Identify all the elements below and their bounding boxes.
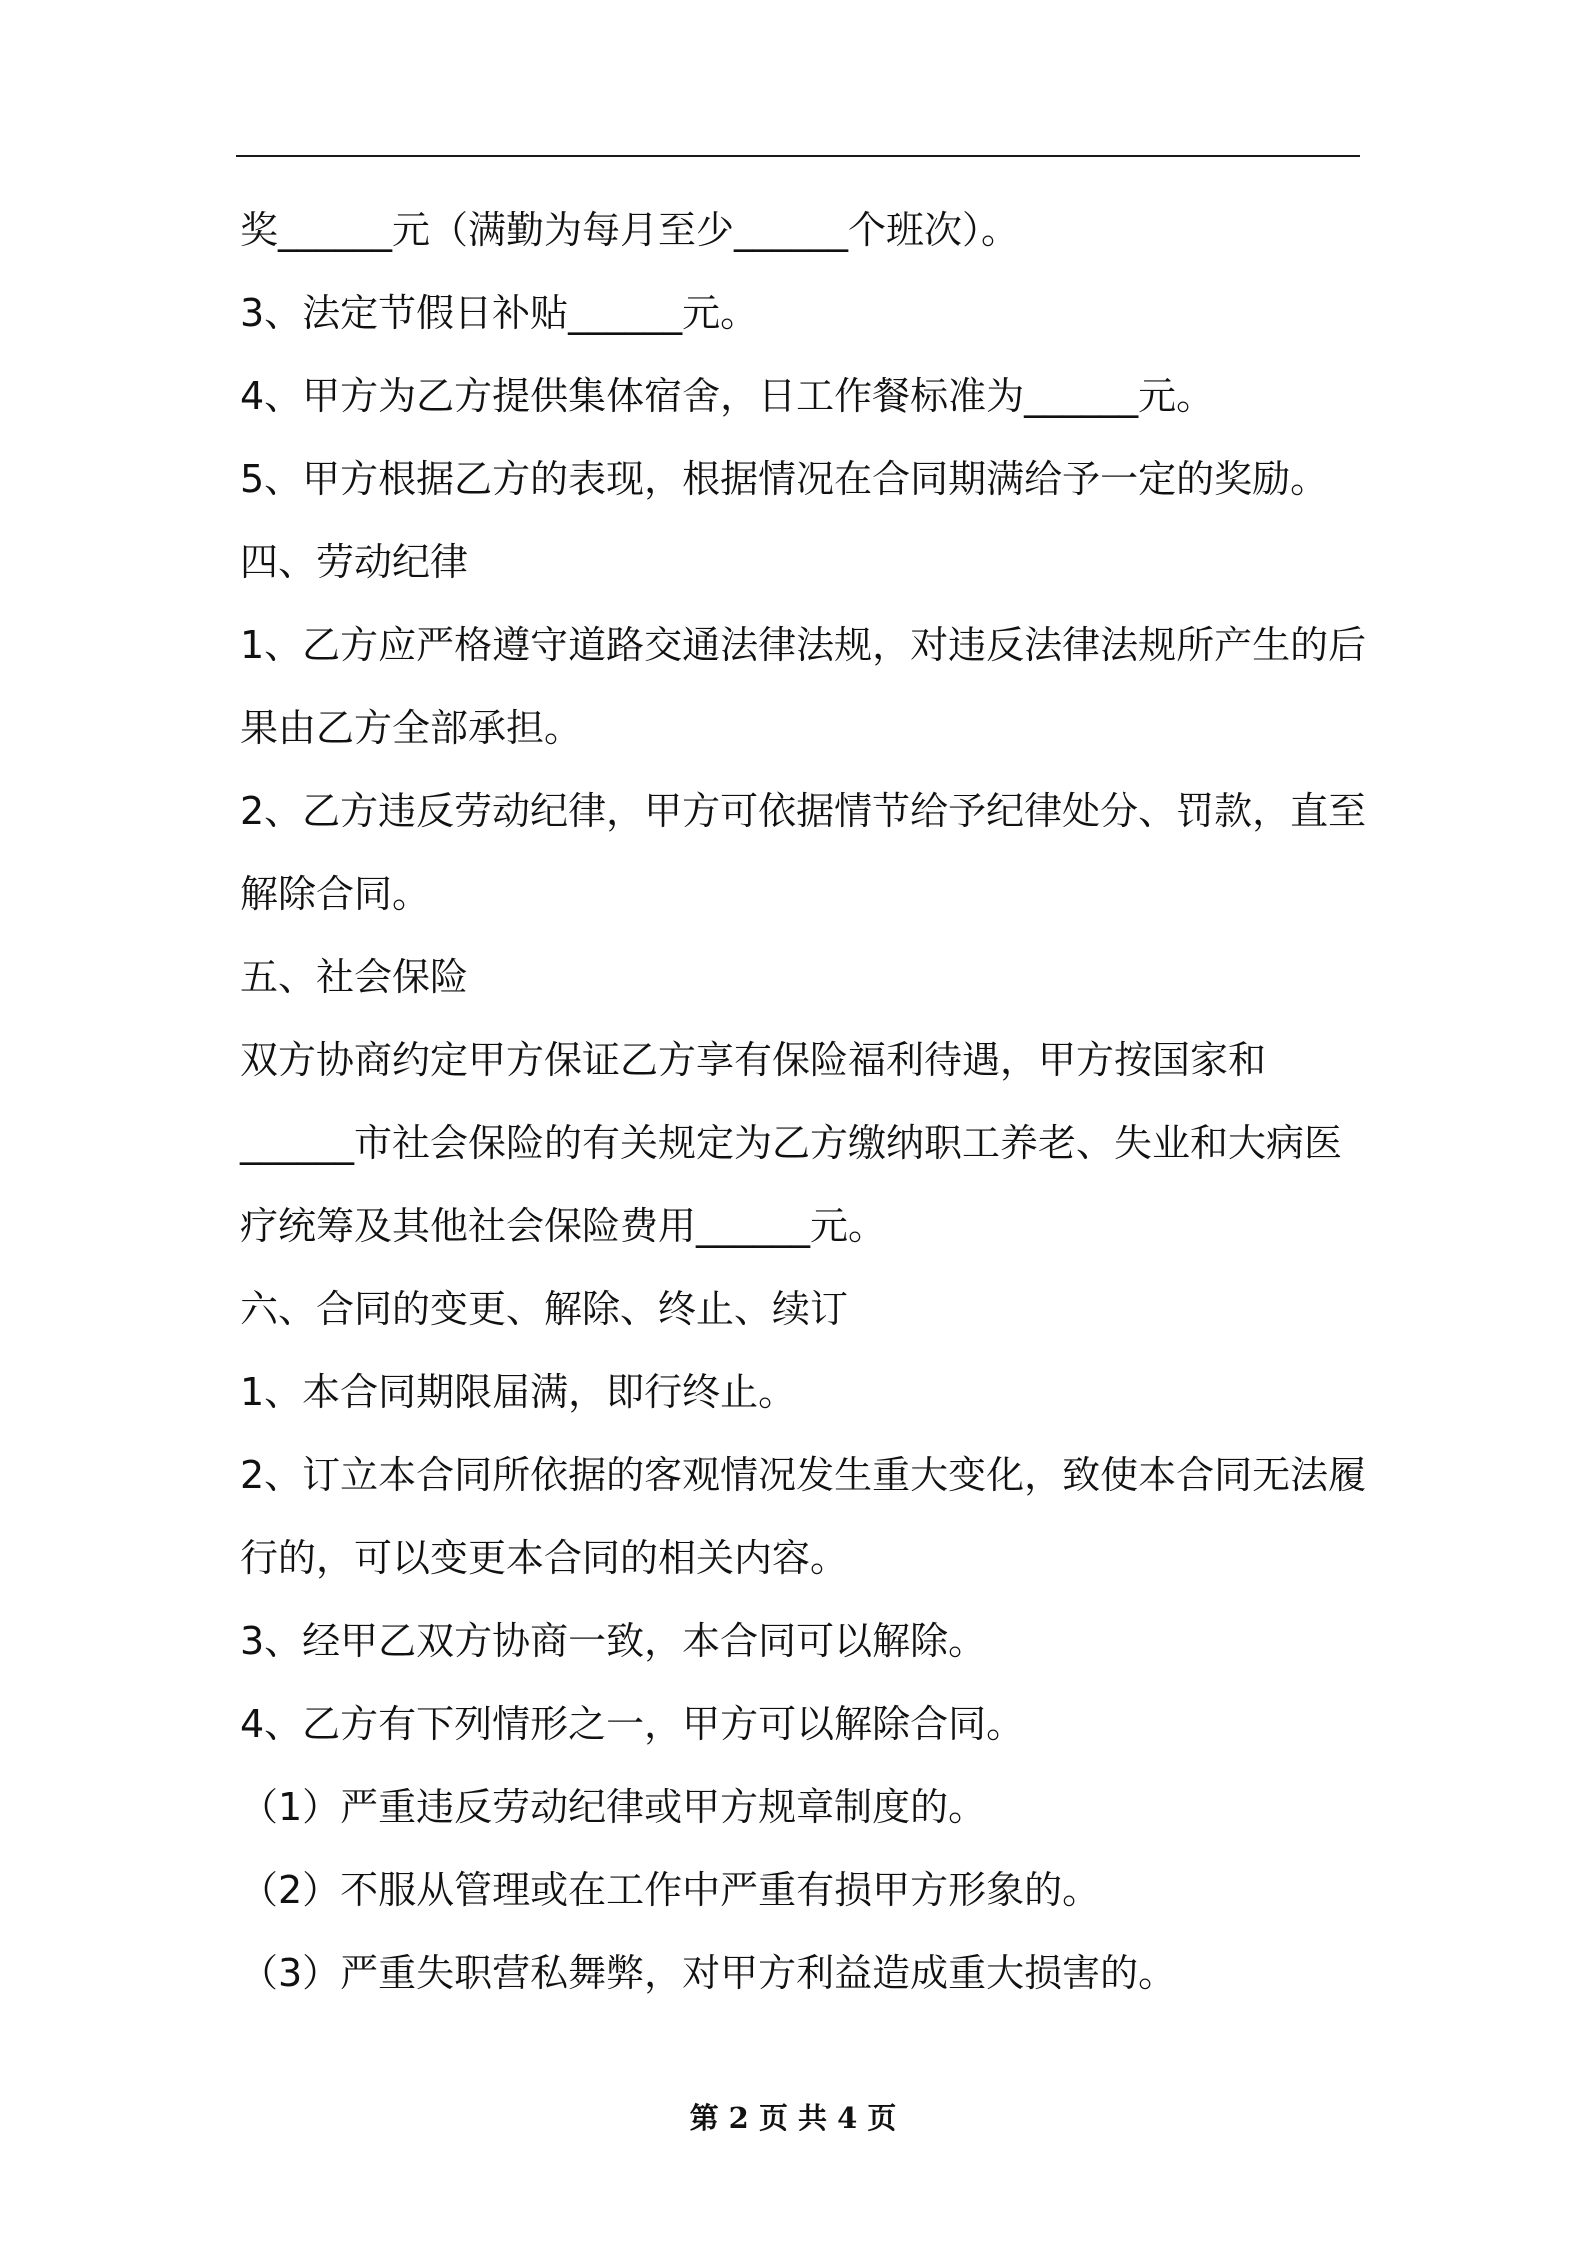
text-line: 1、本合同期限届满，即行终止。 (240, 1370, 797, 1414)
text-line: 疗统筹及其他社会保险费用______元。 (240, 1204, 887, 1248)
section-heading: 五、社会保险 (240, 955, 469, 999)
text-line: 果由乙方全部承担。 (240, 706, 583, 750)
text-line: 2、订立本合同所依据的客观情况发生重大变化，致使本合同无法履 (240, 1453, 1367, 1497)
header-rule (236, 155, 1360, 157)
section-heading: 六、合同的变更、解除、终止、续订 (240, 1287, 849, 1331)
text-line: 2、乙方违反劳动纪律，甲方可依据情节给予纪律处分、罚款，直至 (240, 789, 1367, 833)
text-line: 4、乙方有下列情形之一，甲方可以解除合同。 (240, 1702, 1025, 1746)
section-heading: 四、劳动纪律 (240, 540, 469, 584)
text-line: 奖______元（满勤为每月至少______个班次）。 (240, 208, 1020, 252)
text-line: 双方协商约定甲方保证乙方享有保险福利待遇，甲方按国家和 (240, 1038, 1267, 1082)
text-line: 5、甲方根据乙方的表现，根据情况在合同期满给予一定的奖励。 (240, 457, 1329, 501)
text-line: 行的，可以变更本合同的相关内容。 (240, 1536, 849, 1580)
text-line: ______市社会保险的有关规定为乙方缴纳职工养老、失业和大病医 (240, 1121, 1343, 1165)
text-line: （1）严重违反劳动纪律或甲方规章制度的。 (240, 1785, 987, 1829)
text-line: 1、乙方应严格遵守道路交通法律法规，对违反法律法规所产生的后 (240, 623, 1367, 667)
text-line: 3、经甲乙双方协商一致，本合同可以解除。 (240, 1619, 987, 1663)
page-number-footer: 第 2 页 共 4 页 (689, 2101, 897, 2135)
text-line: 解除合同。 (240, 872, 431, 916)
text-line: 4、甲方为乙方提供集体宿舍，日工作餐标准为______元。 (240, 374, 1215, 418)
text-line: （2）不服从管理或在工作中严重有损甲方形象的。 (240, 1868, 1101, 1912)
text-line: （3）严重失职营私舞弊，对甲方利益造成重大损害的。 (240, 1951, 1177, 1995)
text-line: 3、法定节假日补贴______元。 (240, 291, 759, 335)
